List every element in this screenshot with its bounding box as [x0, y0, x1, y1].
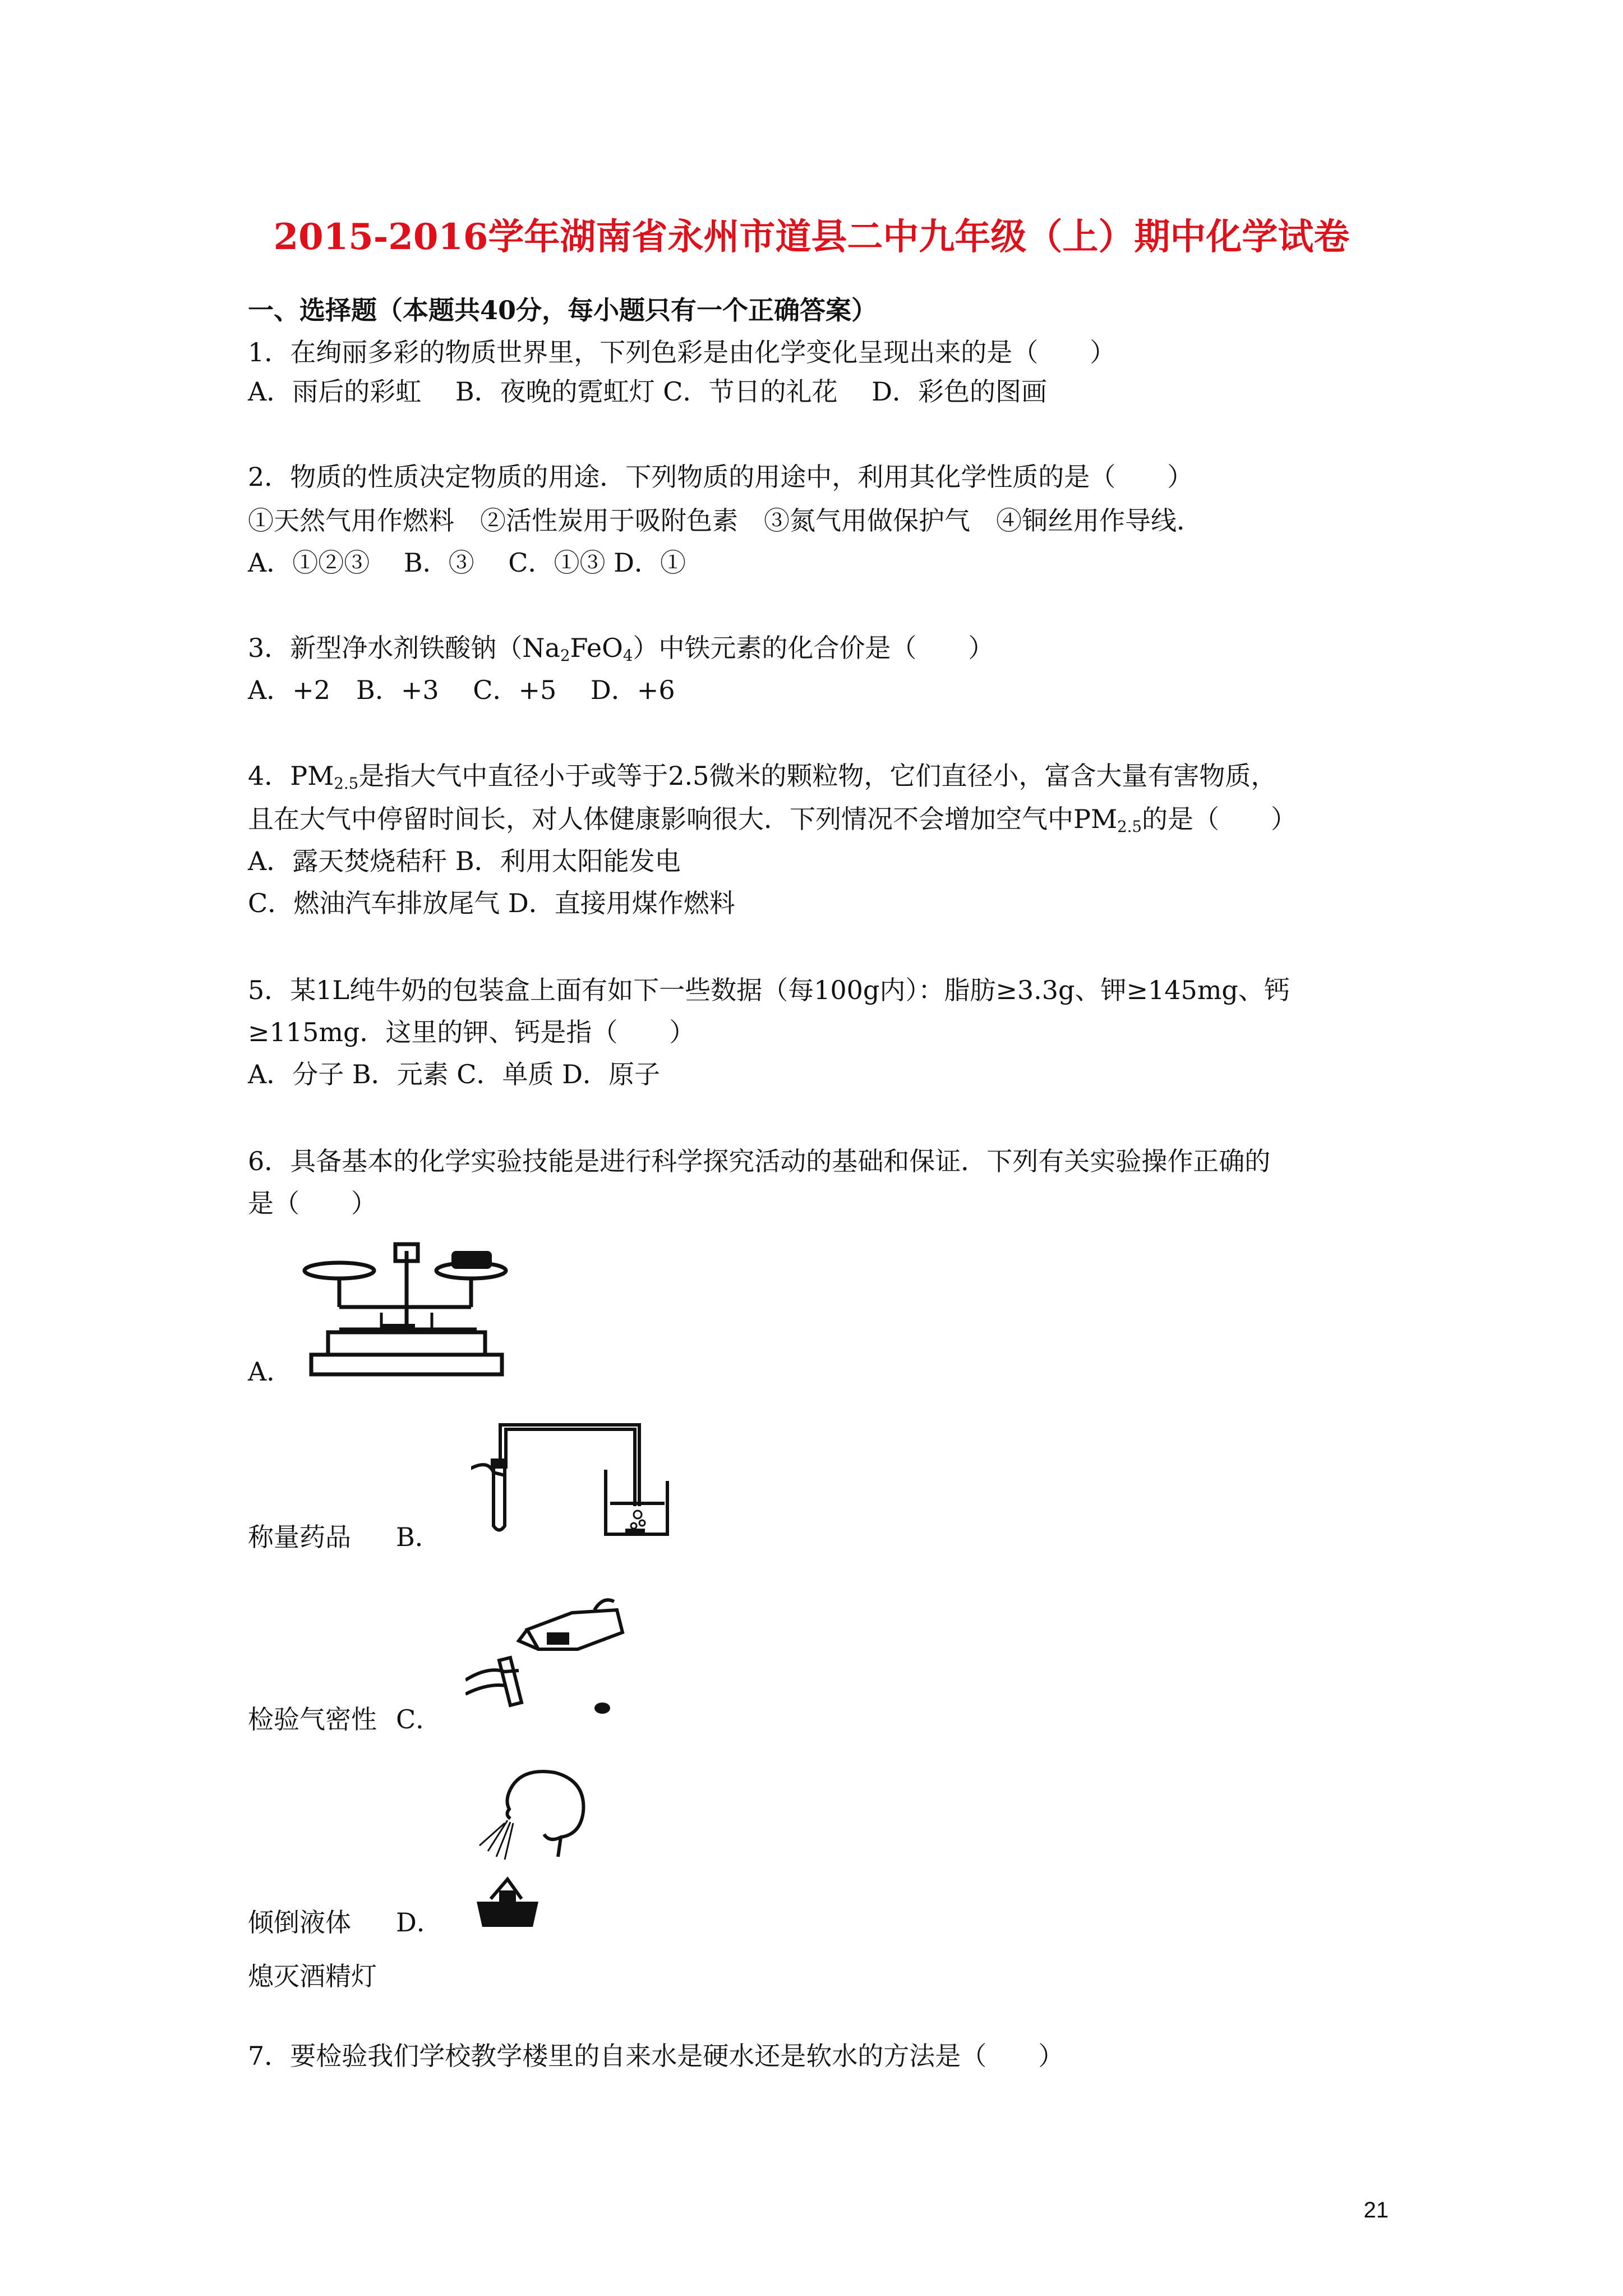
q5-line1: 5．某1L纯牛奶的包装盒上面有如下一些数据（每100g内）：脂肪≥3.3g、钾≥145mg、钙	[248, 975, 1290, 1005]
extinguish-lamp-figure	[465, 1767, 600, 1935]
q1-options: A．雨后的彩虹 B．夜晚的霓虹灯 C．节日的礼花 D．彩色的图画	[248, 376, 1047, 407]
q2-options: A．①②③ B．③ C．①③ D．①	[248, 547, 686, 578]
exam-title: 2015-2016学年湖南省永州市道县二中九年级（上）期中化学试卷	[273, 216, 1350, 258]
q5-options: A．分子 B．元素 C．单质 D．原子	[248, 1059, 660, 1089]
section-heading: 一、选择题（本题共40分，每小题只有一个正确答案）	[248, 295, 878, 325]
page-number: 21	[1363, 2198, 1389, 2223]
q3-options: A．+2 B．+3 C．+5 D．+6	[248, 675, 675, 705]
q2-items: ①天然气用作燃料 ②活性炭用于吸附色素 ③氮气用做保护气 ④铜丝用作导线．	[248, 505, 1202, 536]
q5-line2: ≥115mg．这里的钾、钙是指（ ）	[248, 1017, 695, 1047]
q4-options-cd: C．燃油汽车排放尾气 D．直接用煤作燃料	[248, 888, 735, 918]
q6-label-a: A．	[248, 1356, 293, 1387]
q3-stem: 3．新型净水剂铁酸钠$(Na_2FeO_4)$中铁元素的化合价是（ ）	[248, 633, 994, 665]
q4-options-ab: A．露天焚烧秸秆 B．利用太阳能发电	[248, 846, 681, 876]
q6-caption-a: 称量药品 B．	[248, 1522, 441, 1552]
q4-line2: 且在大气中停留时间长，对人体健康影响很大．下列情况不会增加空气中$PM_{2.5}$的是（ ）	[248, 804, 1297, 836]
q6-line2: 是（ ）	[248, 1188, 377, 1218]
balance-figure	[297, 1240, 516, 1386]
pouring-liquid-figure	[465, 1588, 628, 1728]
q7-stem: 7．要检验我们学校教学楼里的自来水是硬水还是软水的方法是（ ）	[248, 2041, 1064, 2071]
q1-stem: 1．在绚丽多彩的物质世界里，下列色彩是由化学变化呈现出来的是（ ）	[248, 337, 1116, 367]
q6-caption-b: 检验气密性 C．	[248, 1704, 442, 1734]
q6-caption-c: 倾倒液体 D．	[248, 1907, 442, 1938]
airtightness-figure	[471, 1414, 679, 1548]
q6-caption-d: 熄灭酒精灯	[248, 1961, 377, 1991]
q4-line1: 4．$PM_{2.5}$是指大气中直径小于或等于2.5微米的颗粒物，它们直径小，富含大量有害物质，	[248, 761, 1277, 793]
q2-stem: 2．物质的性质决定物质的用途．下列物质的用途中，利用其化学性质的是（ ）	[248, 462, 1193, 492]
q6-line1: 6．具备基本的化学实验技能是进行科学探究活动的基础和保证．下列有关实验操作正确的	[248, 1146, 1271, 1176]
